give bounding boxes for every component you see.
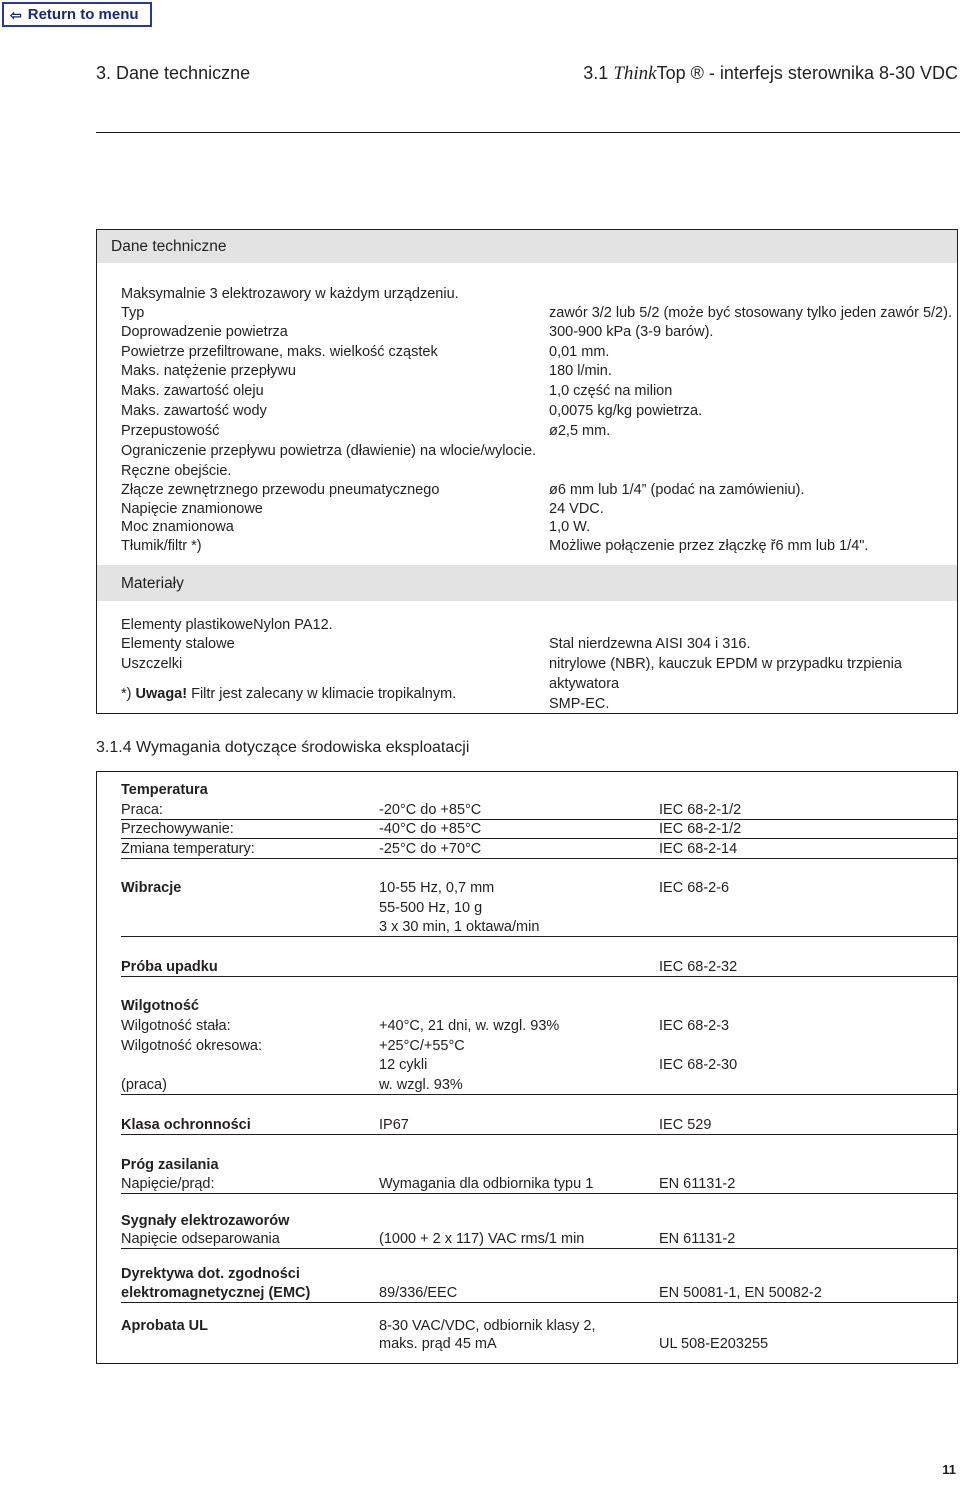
spec-value: 0,0075 kg/kg powietrza. xyxy=(549,403,703,419)
vibration-value: 3 x 30 min, 1 oktawa/min xyxy=(379,919,540,935)
materials-note xyxy=(121,686,456,702)
page-title xyxy=(583,63,958,85)
temperature-value: -20°C do +85°C xyxy=(379,802,482,818)
emc-title: Dyrektywa dot. zgodności xyxy=(121,1266,300,1282)
technical-intro: Maksymalnie 3 elektrozawory w każdym urządzeniu. xyxy=(121,286,459,302)
return-to-menu-button[interactable] xyxy=(2,2,152,27)
back-arrow-icon: ⇦ xyxy=(10,6,22,23)
technical-data-box xyxy=(96,229,958,714)
spec-label: Maks. zawartość oleju xyxy=(121,383,264,399)
spec-label: Ręczne obejście. xyxy=(121,463,232,479)
materials-steel-value: Stal nierdzewna AISI 304 i 316. xyxy=(549,636,751,652)
row-divider xyxy=(121,976,957,977)
spec-label: Przepustowość xyxy=(121,423,220,439)
humidity-cyclic-value: 12 cykli xyxy=(379,1057,428,1073)
humidity-cyclic-value: +25°C/+55°C xyxy=(379,1038,465,1054)
header-divider xyxy=(96,132,960,133)
materials-title: Materiały xyxy=(121,575,184,592)
title-registered: ® xyxy=(685,63,704,83)
technical-data-title: Dane techniczne xyxy=(111,238,227,255)
temperature-label: Zmiana temperatury: xyxy=(121,841,255,857)
signals-title: Sygnały elektrozaworów xyxy=(121,1213,290,1229)
temperature-value: -25°C do +70°C xyxy=(379,841,482,857)
spec-label: Doprowadzenie powietrza xyxy=(121,324,288,340)
row-divider xyxy=(121,1193,957,1194)
protection-value: IP67 xyxy=(379,1117,409,1133)
page-number: 11 xyxy=(942,1462,956,1477)
spec-label: Powietrze przefiltrowane, maks. wielkość cząstek xyxy=(121,344,438,360)
temperature-standard: IEC 68-2-14 xyxy=(659,841,738,857)
row-divider xyxy=(121,1248,957,1249)
spec-value: 24 VDC. xyxy=(549,501,604,517)
spec-value: zawór 3/2 lub 5/2 (może być stosowany tylko jeden zawór 5/2). xyxy=(549,305,952,321)
humidity-constant-value: +40°C, 21 dni, w. wzgl. 93% xyxy=(379,1018,560,1034)
note-prefix: *) xyxy=(121,686,136,702)
temperature-title: Temperatura xyxy=(121,782,208,798)
emc-standard: EN 50081-1, EN 50082-2 xyxy=(659,1285,822,1301)
row-divider xyxy=(121,819,957,820)
materials-steel-label: Elementy stalowe xyxy=(121,636,235,652)
environment-box xyxy=(96,771,958,1364)
return-to-menu-label: Return to menu xyxy=(27,6,139,23)
signals-value: (1000 + 2 x 117) VAC rms/1 min xyxy=(379,1231,585,1247)
materials-seals-value: nitrylowe (NBR), kauczuk EPDM w przypadku trzpienia xyxy=(549,656,902,672)
humidity-constant-standard: IEC 68-2-3 xyxy=(659,1018,730,1034)
emc-value: 89/336/EEC xyxy=(379,1285,458,1301)
spec-label: Typ xyxy=(121,305,145,321)
spec-value: 300-900 kPa (3-9 barów). xyxy=(549,324,714,340)
humidity-cyclic-standard: IEC 68-2-30 xyxy=(659,1057,738,1073)
materials-seals-value-cont: aktywatora xyxy=(549,676,620,692)
spec-value: 1,0 część na milion xyxy=(549,383,673,399)
spec-label: Moc znamionowa xyxy=(121,519,234,535)
spec-label: Napięcie znamionowe xyxy=(121,501,263,517)
humidity-cyclic-value: w. wzgl. 93% xyxy=(379,1077,463,1093)
spec-value: 180 l/min. xyxy=(549,363,612,379)
materials-plastic: Elementy plastikoweNylon PA12. xyxy=(121,617,333,633)
title-brand-italic: Think xyxy=(613,63,657,84)
temperature-label: Praca: xyxy=(121,802,163,818)
materials-seals-value-end: SMP-EC. xyxy=(549,696,610,712)
title-suffix: - interfejs sterownika 8-30 VDC xyxy=(703,63,958,83)
row-divider xyxy=(121,1302,957,1303)
vibration-title: Wibracje xyxy=(121,880,182,896)
temperature-standard: IEC 68-2-1/2 xyxy=(659,802,742,818)
protection-title: Klasa ochronności xyxy=(121,1117,251,1133)
row-divider xyxy=(121,838,957,839)
materials-seals-label: Uszczelki xyxy=(121,656,183,672)
signals-label: Napięcie odseparowania xyxy=(121,1231,280,1247)
protection-standard: IEC 529 xyxy=(659,1117,712,1133)
emc-title-cont: elektromagnetycznej (EMC) xyxy=(121,1285,311,1301)
temperature-label: Przechowywanie: xyxy=(121,821,234,837)
humidity-constant-label: Wilgotność stała: xyxy=(121,1018,231,1034)
technical-data-header-band xyxy=(97,230,957,263)
title-brand: Top xyxy=(656,63,686,83)
temperature-value: -40°C do +85°C xyxy=(379,821,482,837)
spec-label: Ograniczenie przepływu powietrza (dławienie) na wlocie/wylocie. xyxy=(121,443,537,459)
materials-header-band xyxy=(97,565,957,601)
title-prefix: 3.1 xyxy=(583,63,614,83)
signals-standard: EN 61131-2 xyxy=(659,1231,736,1247)
ul-value: 8-30 VAC/VDC, odbiornik klasy 2, xyxy=(379,1318,596,1334)
row-divider xyxy=(121,858,957,859)
temperature-standard: IEC 68-2-1/2 xyxy=(659,821,742,837)
humidity-title: Wilgotność xyxy=(121,998,200,1014)
humidity-cyclic-label: Wilgotność okresowa: xyxy=(121,1038,263,1054)
supply-title: Próg zasilania xyxy=(121,1157,219,1173)
supply-value: Wymagania dla odbiornika typu 1 xyxy=(379,1176,594,1192)
row-divider xyxy=(121,1094,957,1095)
ul-title: Aprobata UL xyxy=(121,1318,208,1334)
drop-test-title: Próba upadku xyxy=(121,959,218,975)
vibration-standard: IEC 68-2-6 xyxy=(659,880,730,896)
vibration-value: 55-500 Hz, 10 g xyxy=(379,900,483,916)
spec-label: Złącze zewnętrznego przewodu pneumatycznego xyxy=(121,482,440,498)
ul-value-cont: maks. prąd 45 mA xyxy=(379,1336,497,1352)
spec-label: Maks. zawartość wody xyxy=(121,403,267,419)
environment-section-title: 3.1.4 Wymagania dotyczące środowiska eksploatacji xyxy=(96,739,470,756)
humidity-cyclic-label-2: (praca) xyxy=(121,1077,167,1093)
spec-value: 0,01 mm. xyxy=(549,344,610,360)
spec-value: ø2,5 mm. xyxy=(549,423,611,439)
drop-test-standard: IEC 68-2-32 xyxy=(659,959,738,975)
spec-label: Tłumik/filtr *) xyxy=(121,538,202,554)
ul-standard: UL 508-E203255 xyxy=(659,1336,769,1352)
row-divider xyxy=(121,1134,957,1135)
spec-value: Możliwe połączenie przez złączkę ř6 mm lub 1/4". xyxy=(549,538,869,554)
supply-standard: EN 61131-2 xyxy=(659,1176,736,1192)
note-text: Filtr jest zalecany w klimacie tropikalnym. xyxy=(187,686,457,702)
note-warning: Uwaga! xyxy=(135,686,188,702)
spec-label: Maks. natężenie przepływu xyxy=(121,363,296,379)
spec-value: 1,0 W. xyxy=(549,519,591,535)
row-divider xyxy=(121,936,957,937)
spec-value: ø6 mm lub 1/4” (podać na zamówieniu). xyxy=(549,482,805,498)
vibration-value: 10-55 Hz, 0,7 mm xyxy=(379,880,495,896)
supply-label: Napięcie/prąd: xyxy=(121,1176,215,1192)
section-heading: 3. Dane techniczne xyxy=(96,63,251,83)
